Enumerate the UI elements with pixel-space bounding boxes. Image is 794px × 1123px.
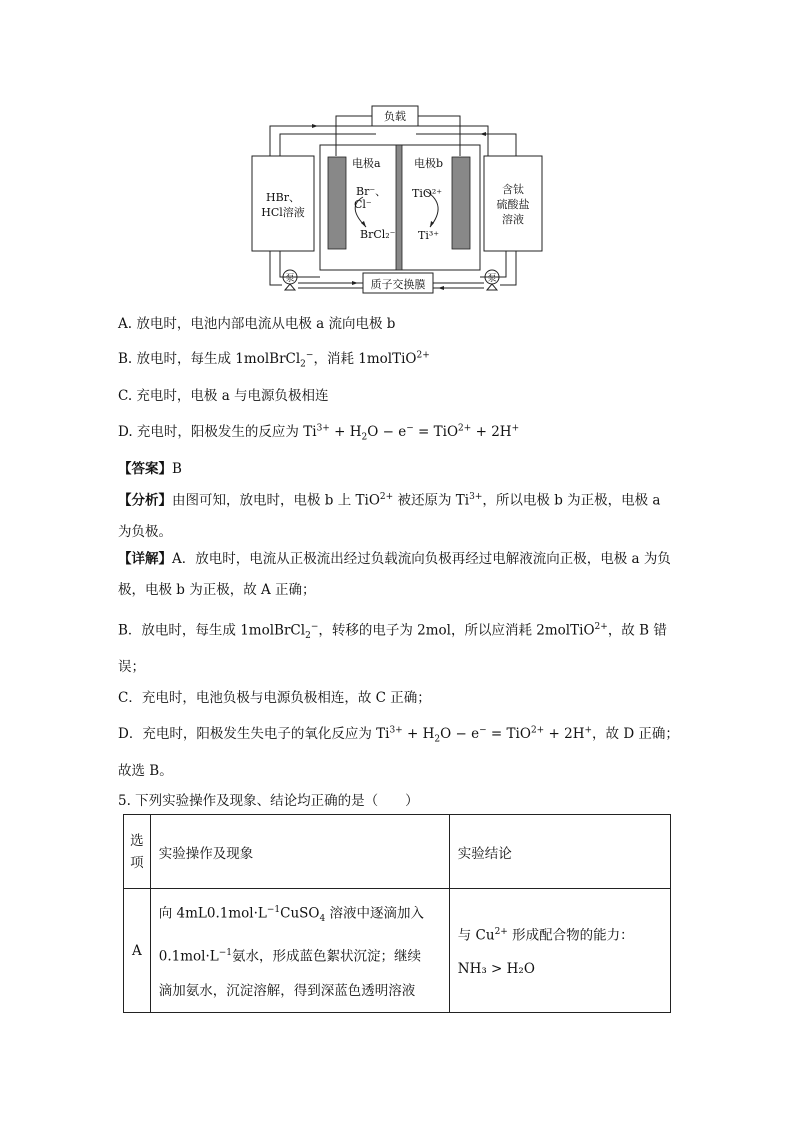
detail-c: C．充电时，电池负极与电源负极相连，故 C 正确； bbox=[118, 690, 431, 706]
table-header-row bbox=[124, 815, 671, 889]
right-pump-label: 泵 bbox=[487, 274, 497, 284]
option-a: A. 放电时，电池内部电流从电极 a 流向电极 b bbox=[118, 316, 396, 332]
detail-label: 【详解】 bbox=[118, 551, 172, 567]
row-a-op-3: 滴加氨水，沉淀溶解，得到深蓝色透明溶液 bbox=[158, 982, 416, 999]
right-product-label: Ti³⁺ bbox=[418, 229, 440, 242]
analysis-text-3: ，所以电极 b 为正极，电极 a 为负极。 bbox=[118, 492, 661, 540]
answer-label: 【答案】 bbox=[118, 461, 172, 477]
answer-value: B bbox=[172, 461, 182, 477]
analysis-label: 【分析】 bbox=[118, 492, 172, 509]
detail-b: B．放电时，每生成 1molBrCl$_2$−，转移的电子为 2mol，所以应消耗 2molTiO$^{2+}$，故 B 错误； bbox=[118, 622, 667, 676]
right-solution-label-1: 含钛 bbox=[502, 183, 524, 196]
detail-a-text: A．放电时，电流从正极流出经过负载流向负极再经过电解液流向正极，电极 a 为负极，电极 b 为正极，故 A 正确； bbox=[118, 551, 671, 598]
row-a-operation: 向 $4mL0.1mol\cdot L^{-1}CuSO_4$ 溶液中逐滴加入 $0.1mol\cdot L^{-1}$氨水，形成蓝色絮状沉淀；继续 滴加氨水，沉淀溶解，得到深蓝色透明溶液 bbox=[150, 889, 449, 1013]
header-conclusion: 实验结论 bbox=[449, 815, 670, 889]
question-5-table bbox=[123, 814, 671, 1013]
detail-conclusion: 故选 B。 bbox=[118, 763, 173, 779]
electrode-b bbox=[452, 157, 470, 249]
detail-d-text-1: D．充电时，阳极发生失电子的氧化反应为 bbox=[118, 726, 372, 742]
analysis-text-1: 由图可知，放电时，电极 b 上 bbox=[172, 492, 352, 509]
left-solution-label-2: HCl溶液 bbox=[261, 206, 305, 219]
detail-b-text-1: B．放电时，每生成 bbox=[118, 622, 236, 639]
detail-a bbox=[118, 544, 678, 606]
row-a-op-2: 氨水，形成蓝色絮状沉淀；继续 bbox=[232, 948, 422, 965]
row-a-concl-1a: 与 bbox=[457, 927, 472, 944]
detail-d-text-2: ，故 D 正确； bbox=[592, 726, 679, 742]
row-a-concl-1b: 形成配合物的能力： bbox=[512, 927, 634, 944]
row-a-option: A bbox=[124, 889, 151, 1013]
analysis-text-2: 被还原为 bbox=[397, 492, 452, 509]
option-b-mid: ，消耗 bbox=[313, 351, 354, 367]
header-option: 选项 bbox=[124, 815, 151, 889]
right-solution-label-2: 硫酸盐 bbox=[496, 198, 530, 211]
row-a-concl-2: NH₃ > H₂O bbox=[457, 961, 535, 978]
option-b-prefix: B. 放电时，每生成 bbox=[118, 351, 232, 367]
electrode-b-label: 电极b bbox=[414, 157, 444, 170]
left-ion-label-1: Br⁻、 bbox=[356, 185, 387, 198]
option-d-prefix: D. 充电时，阳极发生的反应为 bbox=[118, 424, 299, 440]
header-operation: 实验操作及现象 bbox=[150, 815, 449, 889]
answer bbox=[118, 457, 182, 477]
membrane-label: 质子交换膜 bbox=[370, 278, 426, 291]
option-d: D. 充电时，阳极发生的反应为 $Ti^{3+} + H_2O - e^- = TiO^{2+} + 2H^+$ bbox=[118, 423, 520, 443]
left-pump-label: 泵 bbox=[285, 274, 295, 284]
load-label: 负载 bbox=[384, 110, 406, 123]
electrode-a-label: 电极a bbox=[352, 157, 381, 170]
left-solution-label-1: HBr、 bbox=[266, 191, 300, 204]
row-a-op-1a: 向 bbox=[158, 905, 173, 922]
detail-b-text-3: ，所以应消耗 bbox=[451, 622, 532, 639]
detail-b-text-2: ，转移的电子为 bbox=[318, 622, 413, 639]
row-a-op-1b: 溶液中逐滴加入 bbox=[329, 905, 425, 922]
option-c: C. 充电时，电极 a 与电源负极相连 bbox=[118, 388, 329, 404]
proton-exchange-membrane bbox=[396, 145, 402, 270]
right-solution-label-3: 溶液 bbox=[502, 213, 524, 226]
option-b: B. 放电时，每生成 1molBrCl$_2$−，消耗 1molTiO$^{2+}$ bbox=[118, 350, 430, 370]
right-ion-label: TiO²⁺ bbox=[412, 187, 443, 200]
table-row bbox=[124, 889, 671, 1013]
detail-b-text-4: ，故 B 错误； bbox=[118, 622, 667, 676]
left-ion-label-2: Cl⁻ bbox=[354, 198, 372, 211]
analysis: 【分析】由图可知，放电时，电极 b 上 TiO$^{2+}$ 被还原为 $Ti^{3+}$，所以电极 b 为正极，电极 a 为负极。 bbox=[118, 492, 661, 540]
question-5-stem: 5. 下列实验操作及现象、结论均正确的是（ ） bbox=[118, 793, 419, 809]
row-a-conclusion: 与 $Cu^{2+}$ 形成配合物的能力： NH₃ > H₂O bbox=[449, 889, 670, 1013]
electrode-a bbox=[328, 157, 346, 249]
battery-diagram bbox=[248, 105, 548, 300]
left-product-label: BrCl₂⁻ bbox=[360, 228, 396, 241]
detail-d: D．充电时，阳极发生失电子的氧化反应为 $Ti^{3+} + H_2O - e^- = TiO^{2+} + 2H^+$，故 D 正确； bbox=[118, 725, 679, 745]
